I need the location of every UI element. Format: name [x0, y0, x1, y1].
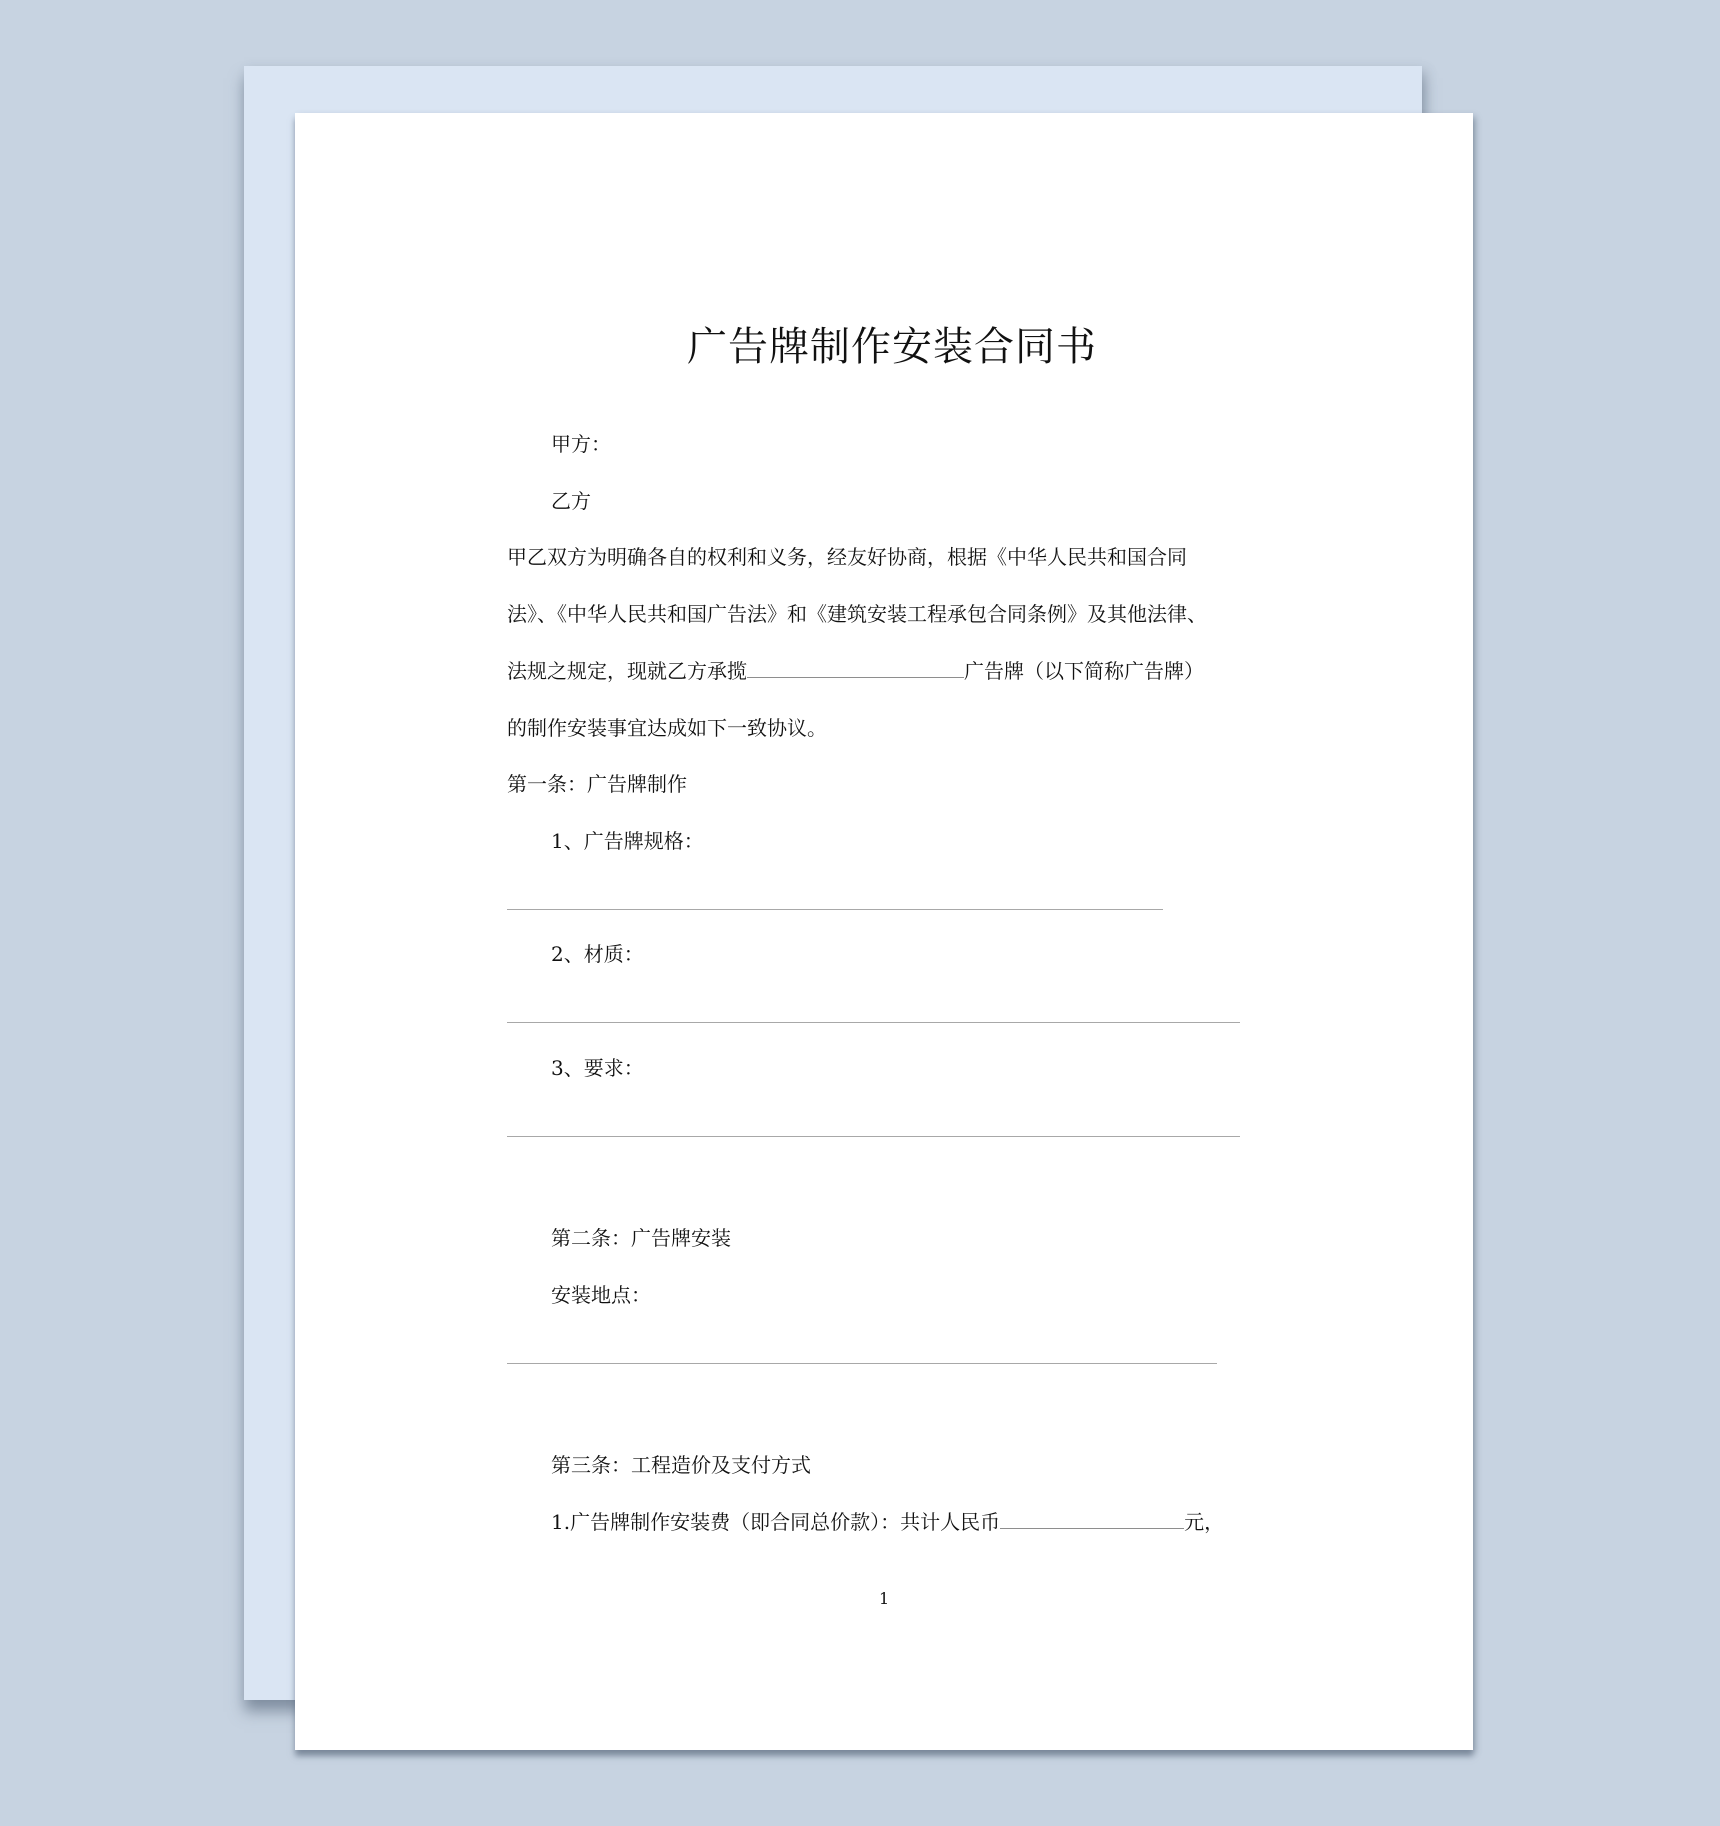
intro-line-4: 的制作安装事宜达成如下一致协议。	[507, 716, 827, 740]
requirements-blank-line[interactable]	[507, 1136, 1240, 1137]
article-2-heading: 第二条：广告牌安装	[551, 1226, 731, 1250]
article-3-heading: 第三条：工程造价及支付方式	[551, 1453, 811, 1477]
intro-line-1: 甲乙双方为明确各自的权利和义务，经友好协商，根据《中华人民共和国合同	[507, 545, 1187, 569]
article-1-item-spec: 1、广告牌规格：	[551, 829, 704, 853]
party-a-label: 甲方：	[551, 432, 611, 456]
document-page	[295, 113, 1473, 1750]
intro-line-2: 法》、《中华人民共和国广告法》和《建筑安装工程承包合同条例》及其他法律、	[507, 602, 1207, 626]
article-1-item-requirements: 3、要求：	[551, 1056, 644, 1080]
article-3-item-1	[551, 1510, 1224, 1534]
install-location-blank-line[interactable]	[507, 1363, 1217, 1364]
document-title: 广告牌制作安装合同书	[687, 324, 1097, 370]
intro-line-3-post: 广告牌（以下简称广告牌）	[964, 659, 1204, 683]
page-number: 1	[879, 1589, 890, 1608]
article-1-heading: 第一条：广告牌制作	[507, 772, 687, 796]
intro-line-3	[507, 659, 1204, 683]
install-location-label: 安装地点：	[551, 1283, 651, 1307]
material-blank-line[interactable]	[507, 1022, 1240, 1023]
total-price-blank-field[interactable]	[1000, 1510, 1184, 1529]
article-3-item-1-post: 元，	[1184, 1510, 1225, 1534]
party-b-label: 乙方	[551, 489, 591, 513]
article-1-item-material: 2、材质：	[551, 942, 644, 966]
spec-blank-line[interactable]	[507, 909, 1163, 910]
article-3-item-1-pre: 1.广告牌制作安装费（即合同总价款）：共计人民币	[551, 1510, 1001, 1534]
intro-line-3-pre: 法规之规定，现就乙方承揽	[507, 659, 747, 683]
contractor-blank-field[interactable]	[747, 659, 964, 678]
